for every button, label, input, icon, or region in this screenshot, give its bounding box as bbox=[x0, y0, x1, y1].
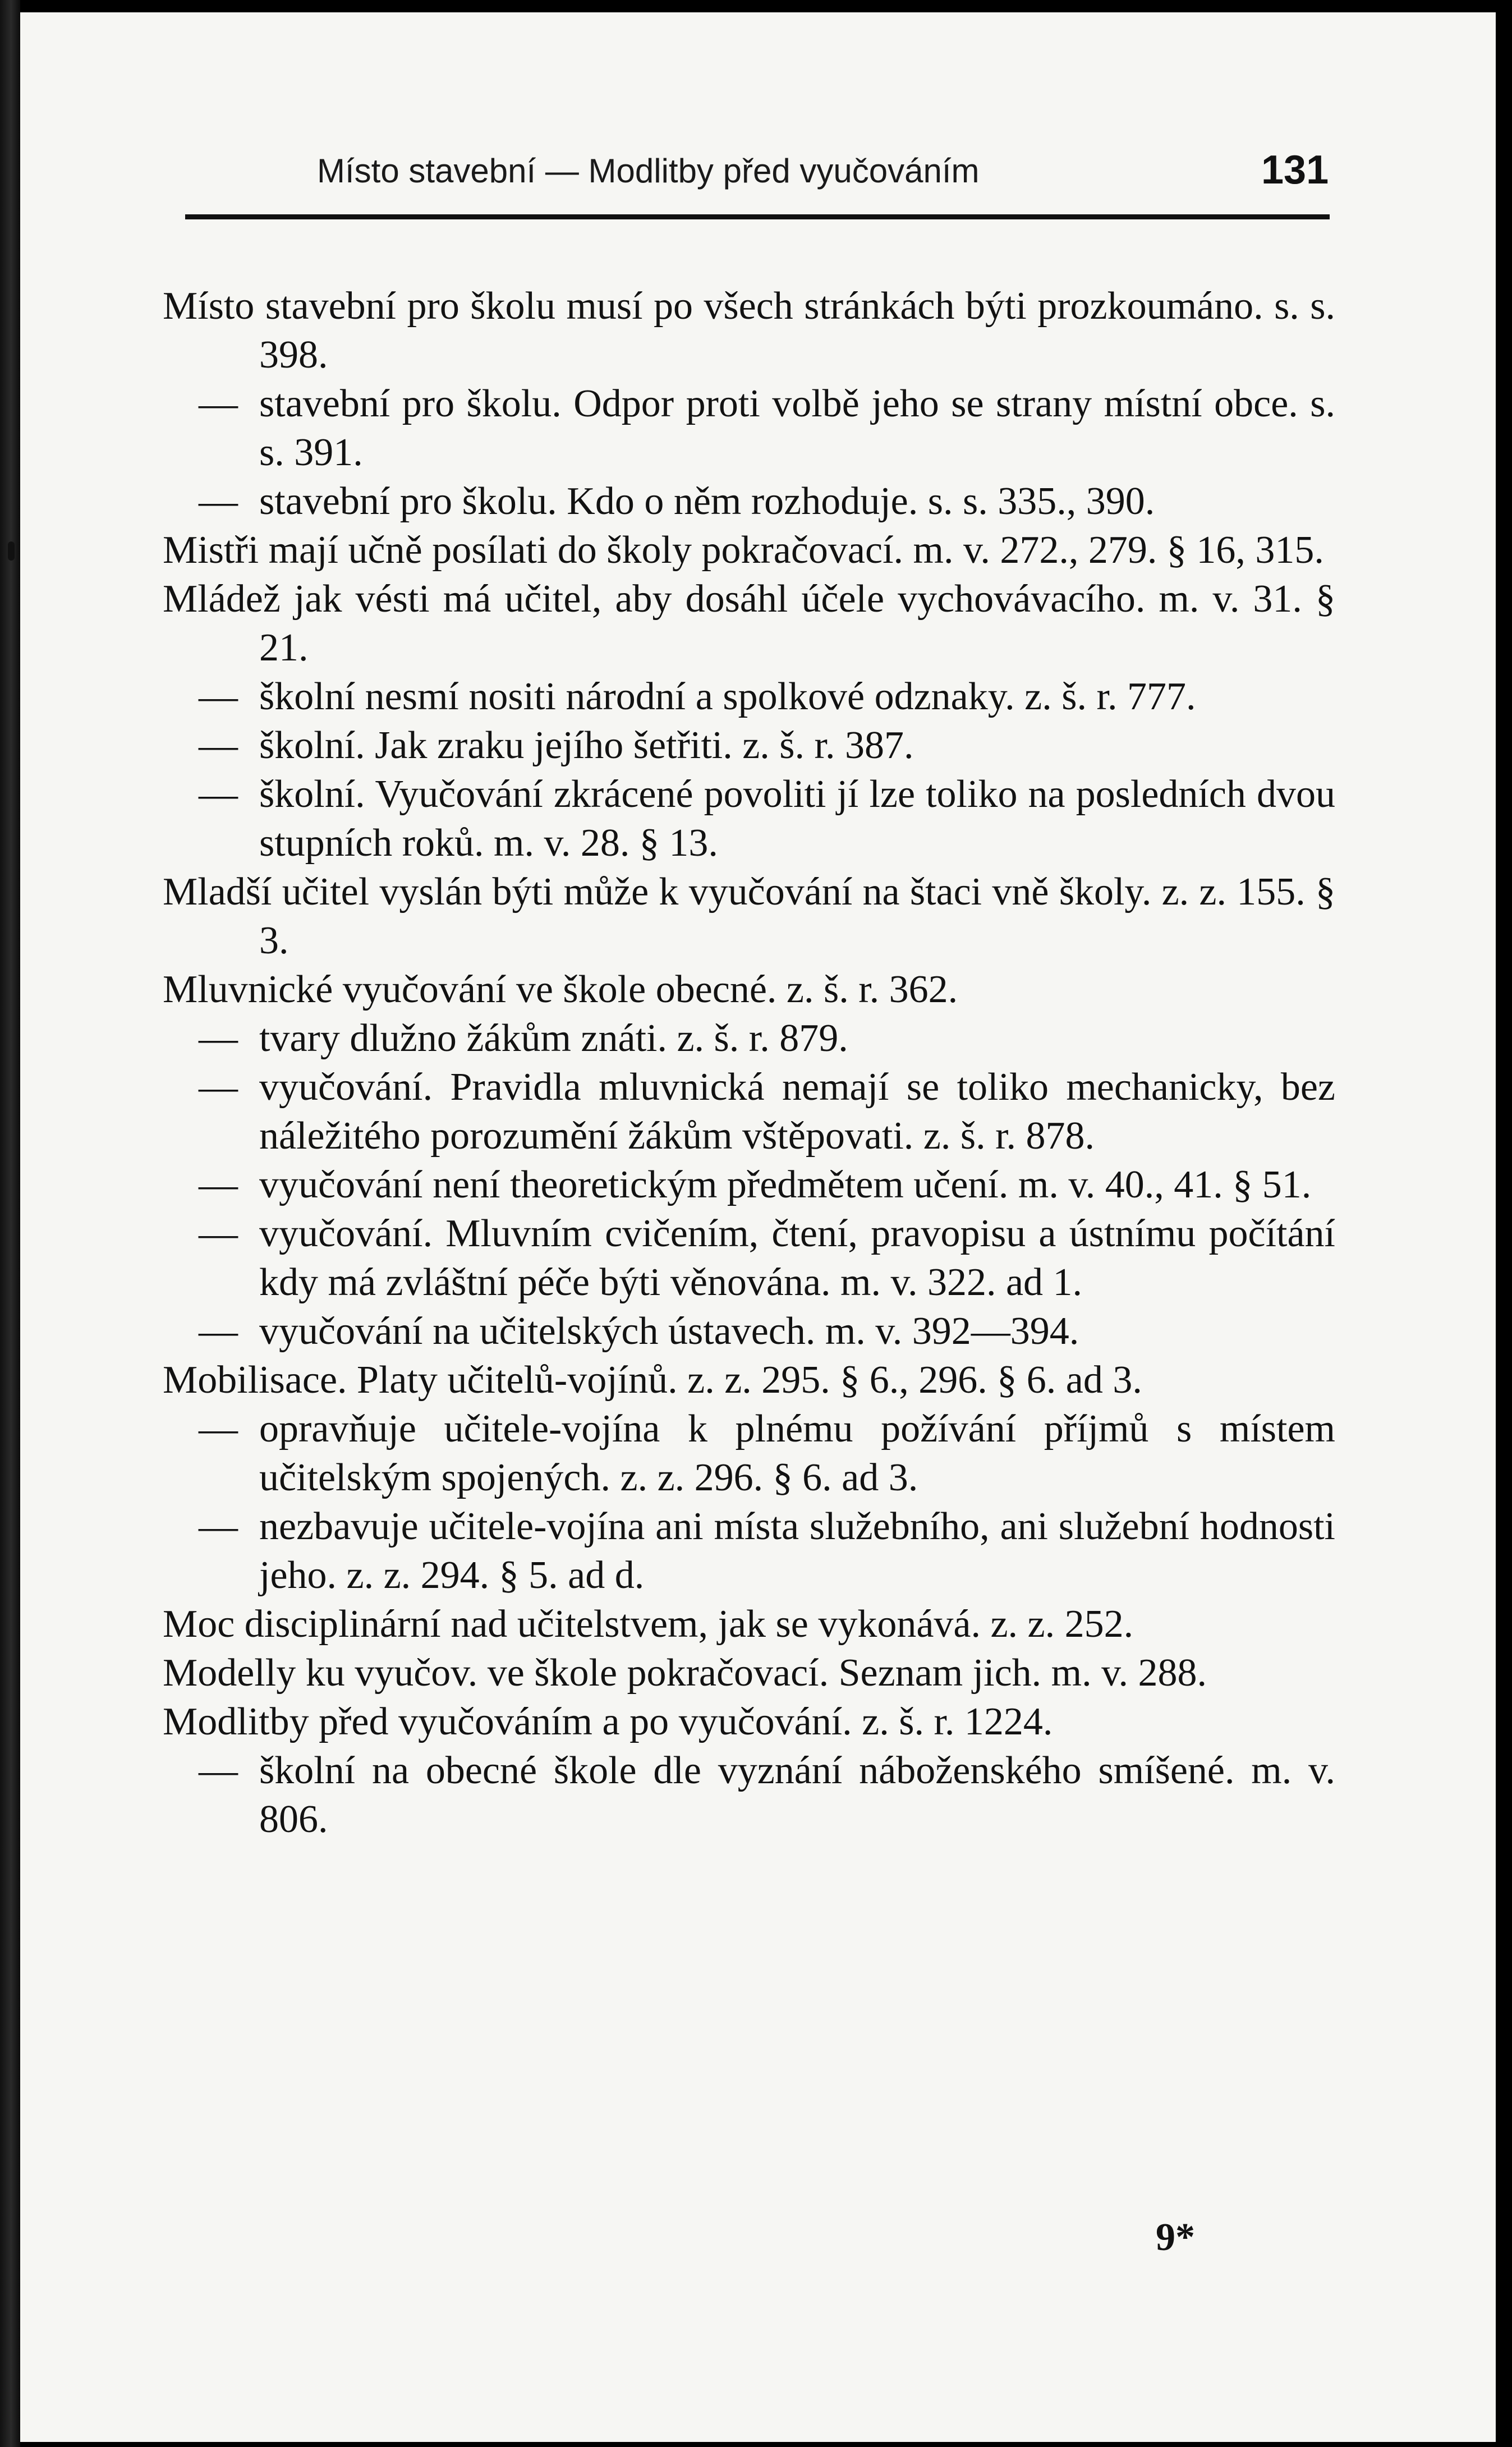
index-entries bbox=[163, 282, 1335, 1844]
index-subentry bbox=[163, 1502, 1335, 1600]
index-entry: Mluvnické vyučování ve škole obecné. z. š. r. 362. bbox=[163, 968, 958, 1011]
index-subentry bbox=[163, 1209, 1335, 1307]
index-entry: Mladší učitel vyslán býti může k vyučování na štaci vně školy. z. z. 155. § 3. bbox=[163, 870, 1335, 962]
subentry-text: školní. Vyučování zkrácené povoliti jí lze toliko na posledních dvou stupních roků. m. v. 28. § 13. bbox=[259, 773, 1335, 865]
subentry-dash: — bbox=[199, 1163, 238, 1206]
index-entry: Mistři mají učně posílati do školy pokračovací. m. v. 272., 279. § 16, 315. bbox=[163, 529, 1324, 572]
subentry-dash: — bbox=[199, 675, 238, 718]
subentry-text: školní. Jak zraku jejího šetřiti. z. š. r. 387. bbox=[259, 724, 914, 767]
subentry-dash: — bbox=[199, 724, 238, 767]
subentry-dash: — bbox=[199, 1505, 238, 1548]
header-rule bbox=[185, 214, 1330, 219]
subentry-dash: — bbox=[199, 480, 238, 523]
subentry-dash: — bbox=[199, 1212, 238, 1255]
subentry-dash: — bbox=[199, 382, 238, 425]
index-subentry bbox=[163, 379, 1335, 477]
subentry-dash: — bbox=[199, 1407, 238, 1450]
index-subentry bbox=[163, 1160, 1335, 1209]
subentry-text: vyučování na učitelských ústavech. m. v. 392—394. bbox=[259, 1310, 1079, 1353]
subentry-text: vyučování. Mluvním cvičením, čtení, pravopisu a ústnímu počítání kdy má zvláštní péče býti věnována. m. v. 322. ad 1. bbox=[259, 1212, 1335, 1304]
index-subentry bbox=[163, 1014, 1335, 1063]
subentry-text: školní nesmí nositi národní a spolkové odznaky. z. š. r. 777. bbox=[259, 675, 1196, 718]
subentry-dash: — bbox=[199, 1749, 238, 1792]
running-header: Místo stavební — Modlitby před vyučováním bbox=[317, 152, 980, 190]
printer-signature: 9* bbox=[1156, 2216, 1195, 2259]
subentry-dash: — bbox=[199, 1017, 238, 1060]
index-entry: Modlitby před vyučováním a po vyučování. z. š. r. 1224. bbox=[163, 1700, 1053, 1743]
index-entry: Mládež jak vésti má učitel, aby dosáhl účele vychovávacího. m. v. 31. § 21. bbox=[163, 577, 1335, 669]
index-entry: Místo stavební pro školu musí po všech stránkách býti prozkoumáno. s. s. 398. bbox=[163, 284, 1335, 377]
subentry-text: nezbavuje učitele-vojína ani místa služebního, ani služební hodnosti jeho. z. z. 294. § 5. ad d. bbox=[259, 1505, 1335, 1597]
subentry-text: školní na obecné škole dle vyznání náboženského smíšené. m. v. 806. bbox=[259, 1749, 1335, 1841]
index-subentry bbox=[163, 770, 1335, 867]
subentry-text: stavební pro školu. Odpor proti volbě jeho se strany místní obce. s. s. 391. bbox=[259, 382, 1335, 474]
scan-left-edge bbox=[0, 0, 20, 2447]
index-entry: Moc disciplinární nad učitelstvem, jak se vykonává. z. z. 252. bbox=[163, 1603, 1134, 1646]
index-subentry bbox=[163, 1063, 1335, 1160]
subentry-dash: — bbox=[199, 1066, 238, 1109]
index-subentry bbox=[163, 672, 1335, 721]
index-subentry bbox=[163, 1746, 1335, 1844]
subentry-text: vyučování. Pravidla mluvnická nemají se toliko mechanicky, bez náležitého porozumění žákům vštěpovati. z. š. r. 878. bbox=[259, 1066, 1335, 1158]
index-subentry bbox=[163, 1307, 1335, 1356]
margin-mark bbox=[8, 541, 15, 561]
subentry-dash: — bbox=[199, 773, 238, 816]
index-subentry bbox=[163, 477, 1335, 526]
index-subentry bbox=[163, 1404, 1335, 1502]
subentry-dash: — bbox=[199, 1310, 238, 1353]
index-entry: Modelly ku vyučov. ve škole pokračovací. Seznam jich. m. v. 288. bbox=[163, 1651, 1207, 1695]
subentry-text: tvary dlužno žákům znáti. z. š. r. 879. bbox=[259, 1017, 848, 1060]
subentry-text: vyučování není theoretickým předmětem učení. m. v. 40., 41. § 51. bbox=[259, 1163, 1312, 1206]
subentry-text: opravňuje učitele-vojína k plnému požívání příjmů s místem učitelským spojených. z. z. 296. § 6. ad 3. bbox=[259, 1407, 1335, 1499]
index-subentry bbox=[163, 721, 1335, 770]
page-number: 131 bbox=[1261, 148, 1329, 192]
subentry-text: stavební pro školu. Kdo o něm rozhoduje. s. s. 335., 390. bbox=[259, 480, 1155, 523]
index-entry: Mobilisace. Platy učitelů-vojínů. z. z. 295. § 6., 296. § 6. ad 3. bbox=[163, 1358, 1142, 1402]
